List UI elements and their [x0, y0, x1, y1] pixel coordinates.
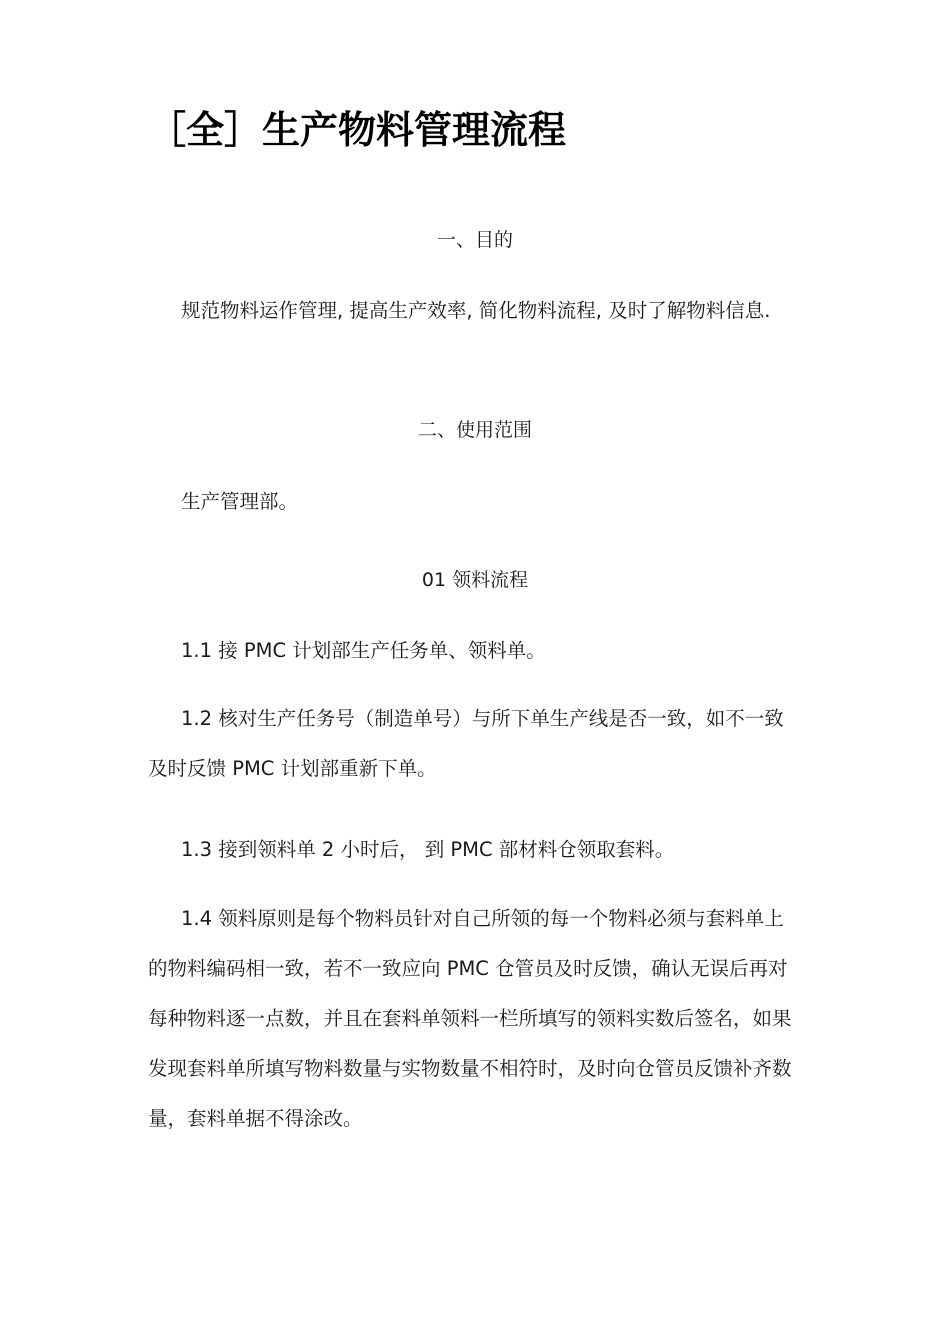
paragraph-item-1-1: 1.1 接 PMC 计划部生产任务单、领料单。 [181, 639, 546, 662]
paragraph-purpose: 规范物料运作管理, 提高生产效率, 简化物料流程, 及时了解物料信息. [181, 299, 771, 322]
section-heading-scope: 二、使用范围 [417, 419, 532, 441]
paragraph-item-1-4: 1.4 领料原则是每个物料员针对自己所领的每一个物料必须与套料单上的物料编码相一致，若不一致应向 PMC 仓管员及时反馈，确认无误后再对每种物料逐一点数，并且在套料单领料一栏所填写的领料实数后签名，如果发现套料单所填写物料数量与实物数量不相符时，及时向仓管员反馈补齐数量，套料单据不得涂改。 [148, 907, 792, 1130]
section-heading-picking-process: 01 领料流程 [421, 569, 529, 591]
paragraph-item-1-3: 1.3 接到领料单 2 小时后， 到 PMC 部材料仓领取套料。 [181, 838, 675, 861]
document-title: ［全］生产物料管理流程 [148, 108, 567, 152]
paragraph-item-1-2: 1.2 核对生产任务号（制造单号）与所下单生产线是否一致，如不一致及时反馈 PMC 计划部重新下单。 [148, 707, 784, 780]
paragraph-scope: 生产管理部。 [181, 490, 299, 513]
section-heading-purpose: 一、目的 [436, 229, 513, 251]
